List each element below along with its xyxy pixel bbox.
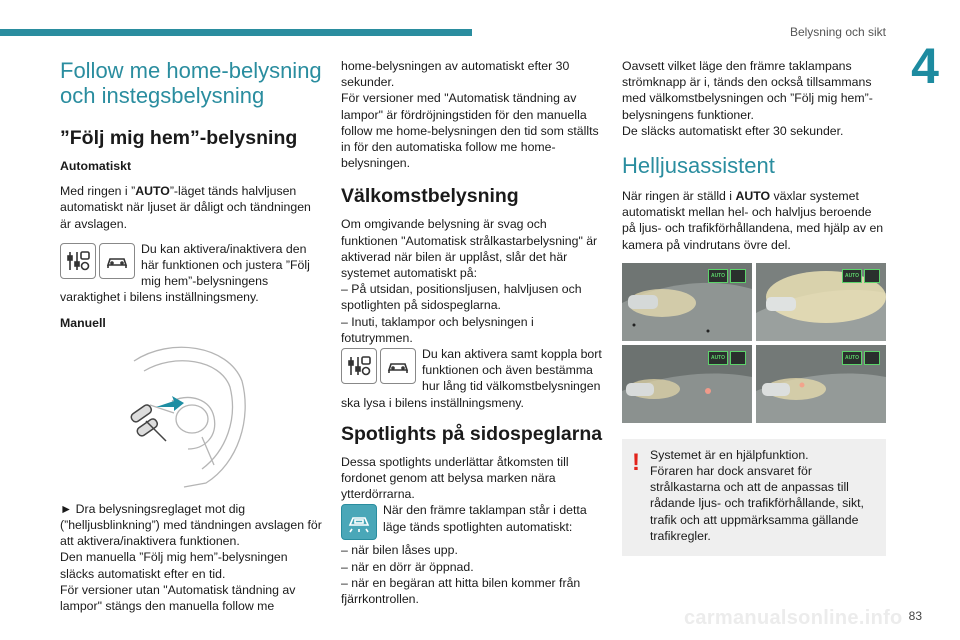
auto-label: AUTO xyxy=(735,189,771,204)
paragraph-spot-3: – när en dörr är öppnad. xyxy=(341,559,474,574)
photo-high-beam-full xyxy=(756,263,886,341)
photo-oncoming-car xyxy=(622,345,752,423)
paragraph-continued: home-belysningen av automatiskt efter 30 sekunder. xyxy=(341,59,570,90)
paragraph-continued-2: För versioner med "Automatisk tändning av lampor" är fördröjningstiden för den manuella follow me home-belysningen den tid som ställts in för den automatiska follow me home-belysningen. xyxy=(341,91,599,171)
ceiling-lamp-icons xyxy=(341,504,377,540)
auto-high-beam-indicator: AUTO xyxy=(842,269,880,283)
paragraph-top-1: Oavsett vilket läge den främre taklampans strömknapp är i, tänds den också tillsammans med välkomstbelysningen och ”Följ mig hem”-belysningens funktioner. xyxy=(622,59,873,122)
paragraph-auto xyxy=(60,183,322,232)
heading-manual: Manuell xyxy=(60,315,106,330)
heading-welcome-lighting: Välkomstbelysning xyxy=(341,185,519,208)
ceiling-lamp-icon xyxy=(341,504,377,540)
paragraph-spot-4: – när en begäran att hitta bilen kommer från fjärrkontrollen. xyxy=(341,575,581,607)
settings-icons xyxy=(341,348,416,384)
warning-text-2: Föraren har dock ansvaret för strålkastarna och att de anpassas till rådande ljus- och trafikförhållande, sikt, trafik och att uppmärksamma gällande trafikregler. xyxy=(650,464,864,543)
heading-automatic: Automatiskt xyxy=(60,159,132,173)
auto-high-beam-indicator: AUTO xyxy=(842,351,880,365)
paragraph-top-2: De släcks automatiskt efter 30 sekunder. xyxy=(622,123,844,138)
paragraph-high-start: När ringen är ställd i xyxy=(622,189,736,204)
header-accent-bar xyxy=(0,29,472,36)
paragraph-spot-1: Dessa spotlights underlättar åtkomsten till fordonet genom att belysa marken nära ytterdörrarna. xyxy=(341,454,569,502)
car-icon xyxy=(380,348,416,384)
section-title-high-beam-assist: Helljusassistent xyxy=(622,153,775,179)
paragraph-welcome-1: Om omgivande belysning är svag och funktionen "Automatisk strålkastarbelysning" är aktiverad när bilen är upplåst, slår det här systemet automatiskt på: xyxy=(341,217,598,281)
column-1 xyxy=(60,58,322,614)
warning-text-1: Systemet är en hjälpfunktion. xyxy=(650,447,809,462)
car-icon xyxy=(99,243,135,279)
paragraph-auto-end: ”-läget tänds halvljusen automatiskt när ljuset är dåligt och tändningen är avslagen. xyxy=(60,184,311,231)
photo-high-beam-empty-road xyxy=(622,263,752,341)
watermark: carmanualsonline.info xyxy=(684,607,903,629)
paragraph-manual-1: ► Dra belysningsreglaget mot dig (”helljusblinkning”) med tändningen avslagen för att aktivera/inaktivera funktionen. xyxy=(60,501,322,549)
column-3 xyxy=(622,58,886,556)
photo-vehicle-ahead xyxy=(756,345,886,423)
section-title-follow-me: Follow me home-belysning och instegsbelysning xyxy=(60,58,322,108)
settings-menu-icon xyxy=(60,243,96,279)
chapter-title: Belysning och sikt xyxy=(789,25,886,39)
settings-menu-icon xyxy=(341,348,377,384)
paragraph-auto-start: Med ringen i ” xyxy=(60,184,136,199)
paragraph-welcome-3: – Inuti, taklampor och belysningen i fotutrymmen. xyxy=(341,314,534,345)
paragraph-spot-icon: När den främre taklampan står i detta läge tänds spotlighten automatiskt: xyxy=(383,503,587,534)
paragraph-auto-settings: Du kan aktivera/inaktivera den här funktionen och justera ”Följ mig hem”-belysningens varaktighet i bilens inställningsmeny. xyxy=(60,241,310,305)
page-number: 83 xyxy=(908,609,922,623)
auto-high-beam-indicator: AUTO xyxy=(708,351,746,365)
warning-box xyxy=(622,439,886,556)
steering-wheel-illustration xyxy=(110,341,250,489)
column-2 xyxy=(341,58,604,607)
paragraph-high-beam xyxy=(622,188,886,253)
paragraph-high-end: växlar systemet automatiskt mellan hel- och halvljus beroende på ljus- och trafikförhållandena, med hjälp av en kamera på vindrutans övre del. xyxy=(622,189,884,252)
paragraph-manual-2: Den manuella ”Följ mig hem”-belysningen släcks automatiskt efter en tid. xyxy=(60,550,288,581)
high-beam-photos xyxy=(622,263,886,423)
heading-follow-me-home: ”Följ mig hem”-belysning xyxy=(60,127,298,149)
auto-label: AUTO xyxy=(135,184,170,199)
paragraph-spot-2: – när bilen låses upp. xyxy=(341,543,458,558)
auto-high-beam-indicator: AUTO xyxy=(708,269,746,283)
heading-mirror-spotlights: Spotlights på sidospeglarna xyxy=(341,422,603,445)
paragraph-manual-3: För versioner utan "Automatisk tändning av lampor" stängs den manuella follow me xyxy=(60,582,296,614)
warning-exclamation-icon: ! xyxy=(632,448,640,476)
settings-icons xyxy=(60,243,135,279)
paragraph-welcome-settings: Du kan aktivera samt koppla bort funktionen och även bestämma hur lång tid välkomstbelysningen ska lysa i bilens inställningsmeny. xyxy=(341,347,602,410)
paragraph-welcome-2: – På utsidan, positionsljusen, halvljusen och spotlighten på sidospeglarna. xyxy=(341,282,582,313)
chapter-number: 4 xyxy=(911,38,939,94)
